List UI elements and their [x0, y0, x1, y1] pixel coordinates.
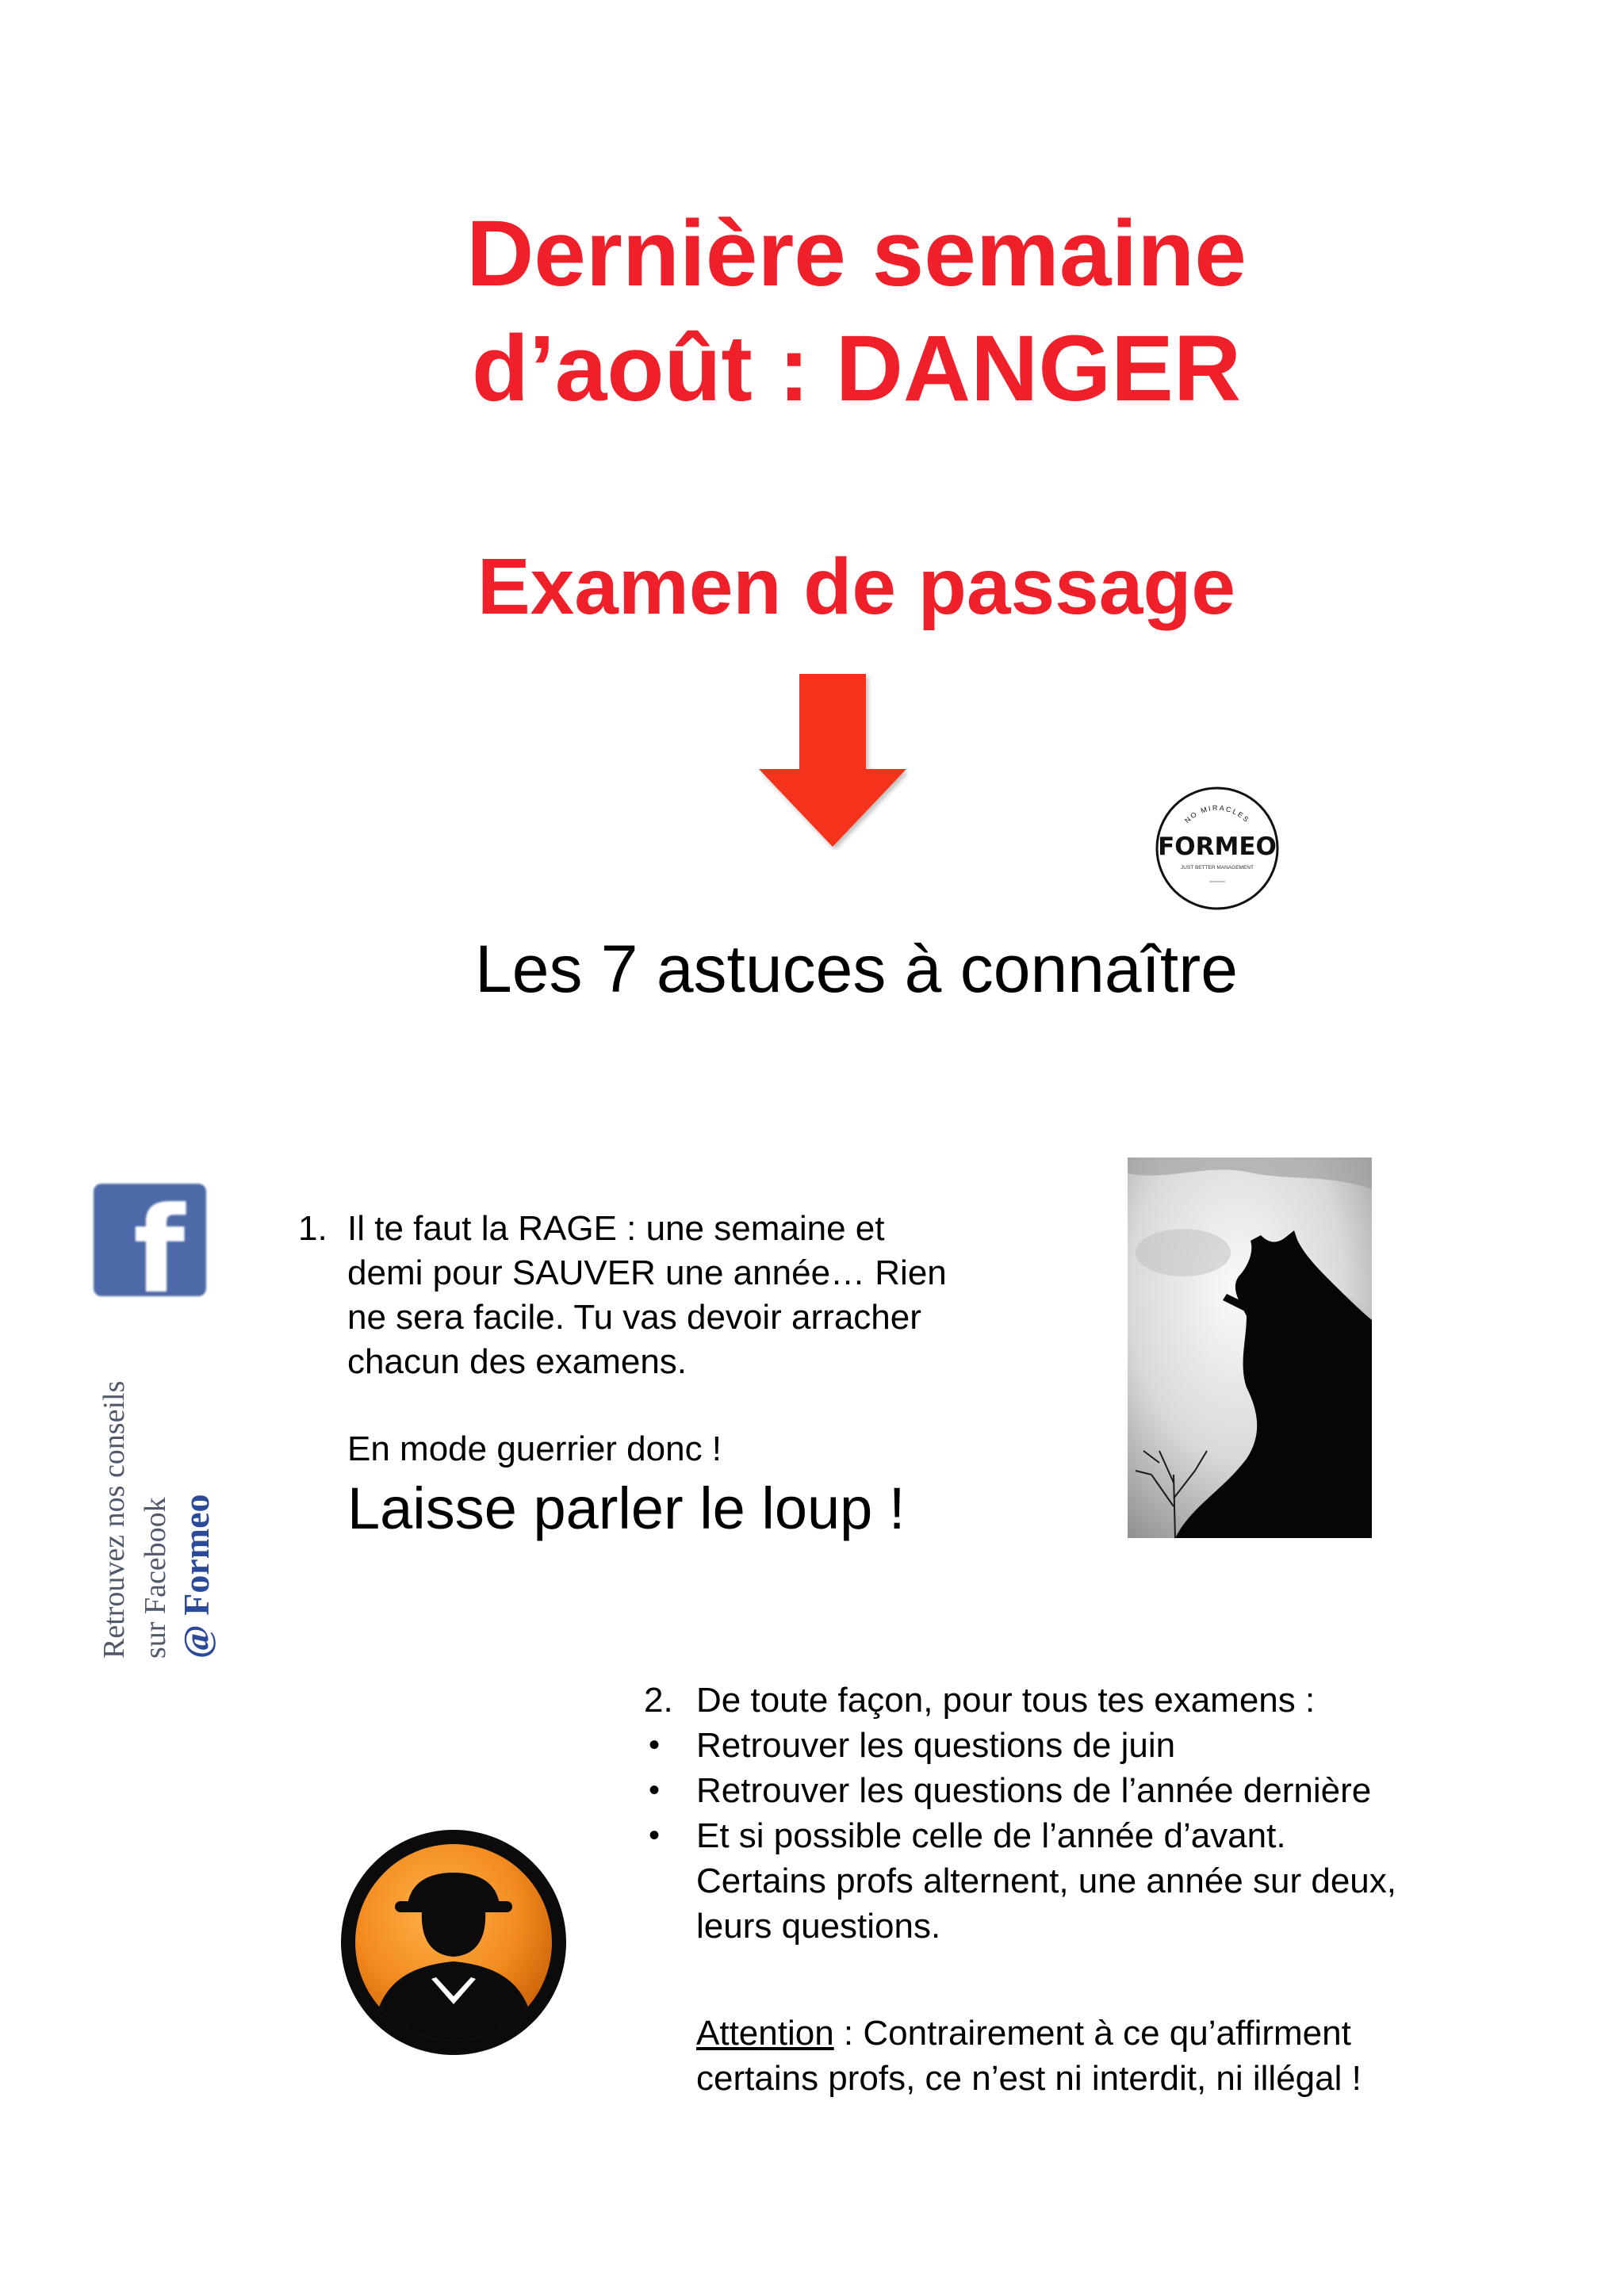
note-text: : Contrairement à ce qu’affirment [833, 2014, 1351, 2053]
logo-tagline-bottom: JUST BETTER MANAGEMENT [1181, 865, 1254, 871]
tip-1-line: ne sera facile. Tu vas devoir arracher [347, 1298, 921, 1337]
logo-tagline-top: NO MIRACLES [1183, 803, 1251, 825]
tip-1 [298, 1207, 1059, 1544]
title-line-1: Dernière semaine [466, 201, 1247, 306]
tip-2-continuation: Certains profs alternent, une année sur deux, [696, 1862, 1396, 1900]
tip-2-intro: De toute façon, pour tous tes examens : [696, 1681, 1316, 1720]
list-item [644, 1723, 1532, 1768]
subtitle: Examen de passage [477, 542, 1236, 631]
facebook-banner-line2: sur Facebook [139, 1497, 172, 1659]
spy-avatar-icon [339, 1828, 568, 2057]
note-text-line2: certains profs, ce n’est ni interdit, ni illégal ! [696, 2059, 1362, 2098]
bullet-icon: • [649, 1773, 661, 1808]
formeo-logo [1154, 785, 1281, 912]
tip-2-note [644, 2011, 1532, 2101]
tip-1-line: Il te faut la RAGE : une semaine et [347, 1209, 885, 1248]
list-item [644, 1813, 1532, 1858]
tip-1-line: chacun des examens. [347, 1342, 688, 1381]
facebook-handle[interactable]: @ Formeo [176, 1494, 216, 1659]
howling-wolf-image [1128, 1158, 1372, 1538]
facebook-icon[interactable]: f [94, 1184, 206, 1296]
note-label: Attention [696, 2014, 834, 2053]
tip-2-continuation: leurs questions. [696, 1907, 941, 1946]
tip-2 [644, 1678, 1532, 2101]
tip-1-line: demi pour SAUVER une année… Rien [347, 1253, 947, 1292]
bullet-icon: • [649, 1818, 661, 1853]
tips-heading: Les 7 astuces à connaître [475, 932, 1238, 1006]
facebook-banner [94, 1326, 217, 1659]
list-item-text: Retrouver les questions de juin [696, 1726, 1176, 1765]
tip-1-big-text: Laisse parler le loup ! [347, 1475, 906, 1541]
logo-name: FORMEO [1158, 832, 1277, 861]
tip-1-mode: En mode guerrier donc ! [347, 1429, 722, 1468]
tip-1-number: 1. [298, 1209, 327, 1248]
facebook-banner-line1: Retrouvez nos conseils [98, 1380, 131, 1659]
bullet-icon: • [649, 1728, 661, 1762]
list-item [644, 1768, 1532, 1813]
down-arrow-icon [757, 674, 908, 850]
title-line-2: d’août : DANGER [471, 316, 1242, 421]
list-item-text: Et si possible celle de l’année d’avant. [696, 1816, 1286, 1855]
tip-2-number: 2. [644, 1681, 673, 1720]
list-item-text: Retrouver les questions de l’année dernière [696, 1771, 1372, 1810]
